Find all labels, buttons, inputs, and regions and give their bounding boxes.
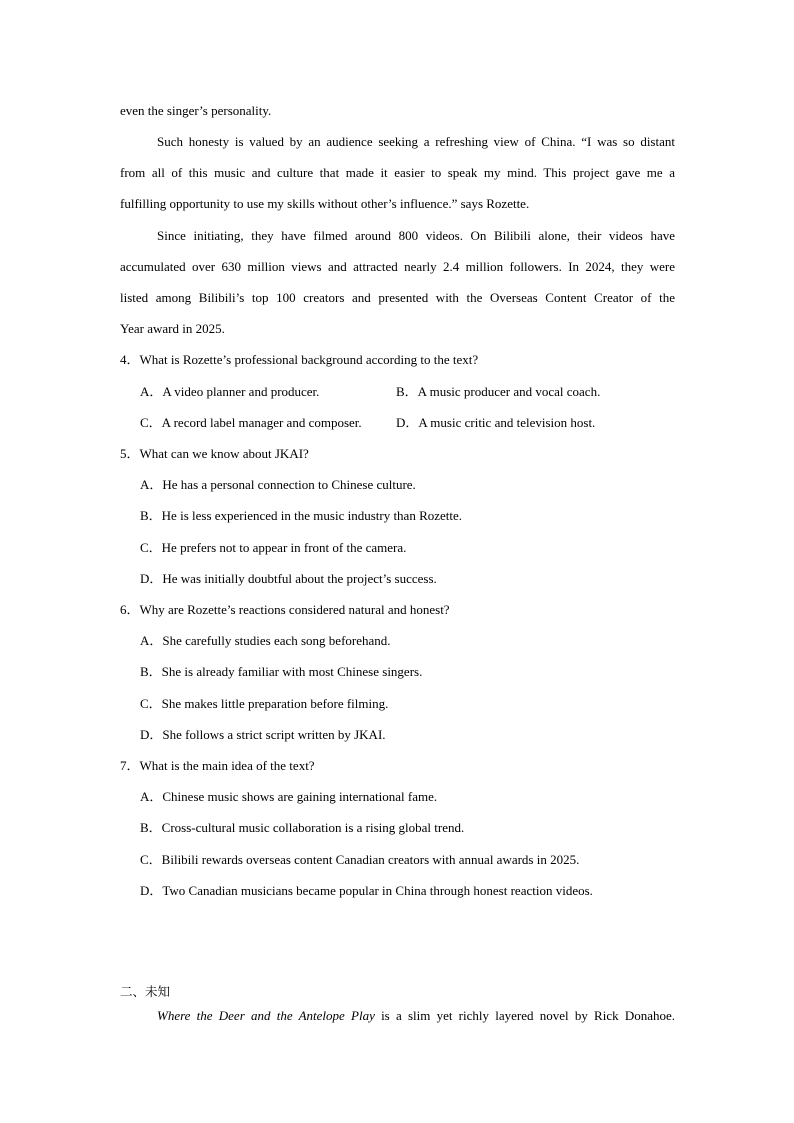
option-7a[interactable]: A．Chinese music shows are gaining international fame. — [140, 789, 438, 804]
option-5a[interactable]: A．He has a personal connection to Chinese culture. — [140, 477, 416, 492]
option-5c[interactable]: C．He prefers not to appear in front of the camera. — [140, 540, 407, 555]
paragraph-line: listed among Bilibili’s top 100 creators and presented with the Overseas Content Creator of the — [120, 290, 675, 305]
option-7c[interactable]: C．Bilibili rewards overseas content Canadian creators with annual awards in 2025. — [140, 852, 580, 867]
question-stem-6: 6．Why are Rozette’s reactions considered natural and honest? — [120, 602, 450, 617]
paragraph-line: Year award in 2025. — [120, 321, 225, 336]
option-6d[interactable]: D．She follows a strict script written by JKAI. — [140, 727, 386, 742]
option-4a[interactable]: A．A video planner and producer. — [140, 384, 320, 399]
book-title: Where the Deer and the Antelope Play — [157, 1008, 375, 1023]
option-7b[interactable]: B．Cross-cultural music collaboration is a rising global trend. — [140, 820, 465, 835]
section2-line-text: is a slim yet richly layered novel by Rick Donahoe. — [374, 1008, 675, 1023]
paragraph-line: fulfilling opportunity to use my skills without other’s influence.” says Rozette. — [120, 196, 530, 211]
section2-first-line — [157, 1007, 675, 1025]
paragraph-line: Such honesty is valued by an audience seeking a refreshing view of China. “I was so distant — [157, 134, 675, 149]
section-heading: 二、未知 — [120, 984, 171, 999]
option-5b[interactable]: B．He is less experienced in the music industry than Rozette. — [140, 508, 463, 523]
question-stem-5: 5．What can we know about JKAI? — [120, 446, 309, 461]
option-5d[interactable]: D．He was initially doubtful about the project’s success. — [140, 571, 437, 586]
question-stem-4: 4．What is Rozette’s professional background according to the text? — [120, 352, 479, 367]
option-6b[interactable]: B．She is already familiar with most Chinese singers. — [140, 664, 423, 679]
option-4c[interactable]: C．A record label manager and composer. — [140, 415, 362, 430]
paragraph-line: from all of this music and culture that made it easier to speak my mind. This project gave me a — [120, 165, 675, 180]
option-4b[interactable]: B．A music producer and vocal coach. — [396, 384, 601, 399]
question-stem-7: 7．What is the main idea of the text? — [120, 758, 315, 773]
paragraph-line: Since initiating, they have filmed around 800 videos. On Bilibili alone, their videos have — [157, 228, 675, 243]
option-4d[interactable]: D．A music critic and television host. — [396, 415, 596, 430]
option-6a[interactable]: A．She carefully studies each song beforehand. — [140, 633, 391, 648]
option-7d[interactable]: D．Two Canadian musicians became popular in China through honest reaction videos. — [140, 883, 593, 898]
option-6c[interactable]: C．She makes little preparation before filming. — [140, 696, 389, 711]
paragraph-line: accumulated over 630 million views and attracted nearly 2.4 million followers. In 2024, they were — [120, 259, 675, 274]
passage-tail: even the singer’s personality. — [120, 103, 272, 118]
